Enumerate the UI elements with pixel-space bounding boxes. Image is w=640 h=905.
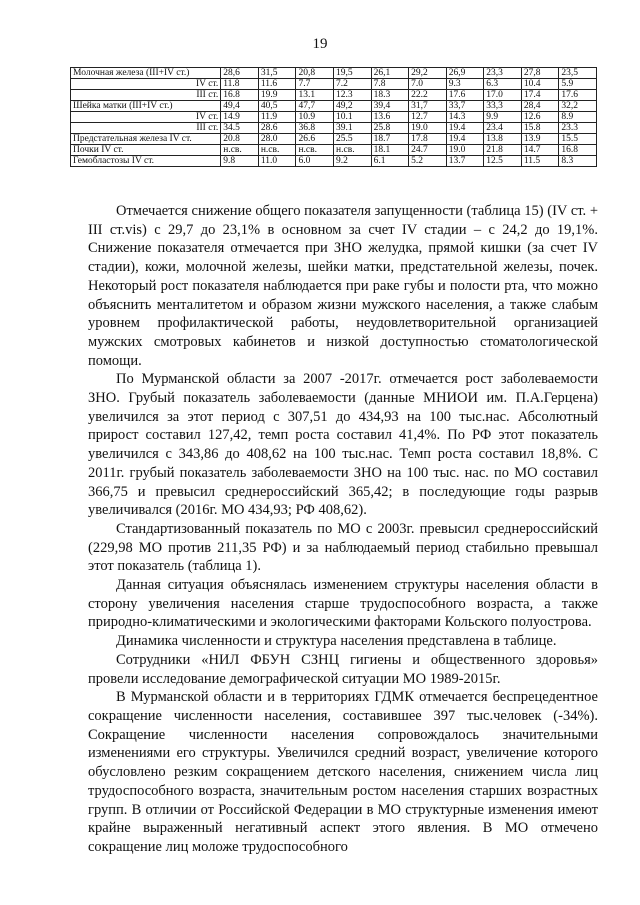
table-cell: 13.9 <box>521 134 559 145</box>
paragraph: Динамика численности и структура населения представлена в таблице. <box>116 633 557 650</box>
table-cell: 31,5 <box>258 68 296 79</box>
table-row <box>71 123 597 134</box>
table-cell: 18.1 <box>371 145 409 156</box>
table-row <box>71 90 597 101</box>
table-cell: 17.6 <box>559 90 597 101</box>
table-cell: 20,8 <box>296 68 334 79</box>
table-cell: 18.3 <box>371 90 409 101</box>
table-cell: н.св. <box>258 145 296 156</box>
table-cell: 20.8 <box>221 134 259 145</box>
row-label: III ст. <box>71 90 221 101</box>
table-cell: 28,4 <box>521 101 559 112</box>
table-cell: 47,7 <box>296 101 334 112</box>
table-row <box>71 156 597 167</box>
table-cell: 13.1 <box>296 90 334 101</box>
row-label: IV ст. <box>71 79 221 90</box>
table-cell: 27,8 <box>521 68 559 79</box>
table-cell: н.св. <box>221 145 259 156</box>
table-cell: 25.8 <box>371 123 409 134</box>
table-cell: 14.7 <box>521 145 559 156</box>
table-cell: 9.3 <box>446 79 484 90</box>
stage-data-table <box>70 67 597 167</box>
table-cell: 13.8 <box>484 134 522 145</box>
row-label: IV ст. <box>71 112 221 123</box>
table-cell: 49,2 <box>334 101 372 112</box>
table-cell: 19.0 <box>409 123 447 134</box>
table-cell: 9.8 <box>221 156 259 167</box>
table-cell: н.св. <box>296 145 334 156</box>
page-number: 19 <box>312 36 328 52</box>
row-label: Предстательная железа IV ст. <box>71 134 221 145</box>
table-cell: 12.5 <box>484 156 522 167</box>
table-cell: 23.3 <box>559 123 597 134</box>
paragraph: Сотрудники «НИЛ ФБУН СЗНЦ гигиены и общественного здоровья» провели исследование демографической ситуации МО 1989-2015г. <box>88 651 598 687</box>
table-cell: 29,2 <box>409 68 447 79</box>
paragraph: Данная ситуация объяснялась изменением структуры населения области в сторону увеличения населения старше трудоспособного возраста, а также природно-климатическими и экологическими факторами Кольского полуострова. <box>88 577 598 631</box>
table-cell: 19.4 <box>446 134 484 145</box>
table-cell: н.св. <box>334 145 372 156</box>
body-text <box>88 202 598 857</box>
row-label: Гемобластозы IV ст. <box>71 156 221 167</box>
table-cell: 11.9 <box>258 112 296 123</box>
paragraph: Отмечается снижение общего показателя запущенности (таблица 15) (IV ст. + III ст.vis) с 29,7 до 23,1% в основном за счет IV стадии – с 24,2 до 19,1%. Снижение показателя отмечается при ЗНО желудка, прямой кишки (за счет IV стадии), кожи, молочной железы, шейки матки, предстательной железы, почек. Некоторый рост показателя наблюдается при раке губы и полости рта, что можно объяснить менталитетом и образом жизни мужского населения, а также слабым уровнем профилактической работы, неудовлетворительной организацией мужских смотровых кабинетов и низкой доступностью стоматологической помощи. <box>88 203 598 369</box>
table-cell: 13.6 <box>371 112 409 123</box>
table-cell: 39.1 <box>334 123 372 134</box>
table-cell: 17.4 <box>521 90 559 101</box>
table-cell: 11.5 <box>521 156 559 167</box>
table-cell: 8.3 <box>559 156 597 167</box>
table-cell: 16.8 <box>221 90 259 101</box>
table-cell: 11.8 <box>221 79 259 90</box>
table-cell: 6.3 <box>484 79 522 90</box>
table-cell: 10.4 <box>521 79 559 90</box>
table-cell: 23.4 <box>484 123 522 134</box>
table-cell: 33,3 <box>484 101 522 112</box>
table-cell: 12.7 <box>409 112 447 123</box>
table-cell: 26.6 <box>296 134 334 145</box>
table-cell: 6.1 <box>371 156 409 167</box>
row-label: Почки IV ст. <box>71 145 221 156</box>
table-cell: 10.1 <box>334 112 372 123</box>
paragraph: В Мурманской области и в территориях ГДМК отмечается беспрецедентное сокращение численности населения, составившее 397 тыс.человек (-34%). Сокращение численности населения сопровождалось значительными изменениями его структуры. Увеличился средний возраст, увеличение которого обусловлено резким сокращением детского населения, снижением числа лиц трудоспособного возраста, значительным ростом населения старших возрастных групп. В отличии от Российской Федерации в МО структурные изменения имеют крайне выраженный негативный аспект этого явления. В МО отмечено сокращение лиц моложе трудоспособного <box>88 689 598 855</box>
table-cell: 25.5 <box>334 134 372 145</box>
table-cell: 19.0 <box>446 145 484 156</box>
table-cell: 7.8 <box>371 79 409 90</box>
row-label: Молочная железа (III+IV ст.) <box>71 68 221 79</box>
table-cell: 10.9 <box>296 112 334 123</box>
table-cell: 39,4 <box>371 101 409 112</box>
table-cell: 6.0 <box>296 156 334 167</box>
table-cell: 17.8 <box>409 134 447 145</box>
table-cell: 12.3 <box>334 90 372 101</box>
table-cell: 23,3 <box>484 68 522 79</box>
table-cell: 17.6 <box>446 90 484 101</box>
table-cell: 24.7 <box>409 145 447 156</box>
table-cell: 5.2 <box>409 156 447 167</box>
row-label: III ст. <box>71 123 221 134</box>
table-cell: 15.5 <box>559 134 597 145</box>
table-cell: 14.3 <box>446 112 484 123</box>
table-cell: 14.9 <box>221 112 259 123</box>
table-cell: 32,2 <box>559 101 597 112</box>
paragraph: Стандартизованный показатель по МО с 2003г. превысил среднероссийский (229,98 МО против 211,35 РФ) и за наблюдаемый период стабильно превышал этот показатель (таблица 1). <box>88 520 598 575</box>
table-cell: 26,9 <box>446 68 484 79</box>
table-cell: 9.2 <box>334 156 372 167</box>
table-cell: 28.6 <box>258 123 296 134</box>
table-row <box>71 112 597 123</box>
table-cell: 40,5 <box>258 101 296 112</box>
table-row <box>71 101 597 112</box>
table-row <box>71 134 597 145</box>
table-cell: 17.0 <box>484 90 522 101</box>
table-cell: 28.0 <box>258 134 296 145</box>
table-cell: 19,5 <box>334 68 372 79</box>
table-cell: 31,7 <box>409 101 447 112</box>
table-cell: 36.8 <box>296 123 334 134</box>
table-cell: 13.7 <box>446 156 484 167</box>
table-cell: 33,7 <box>446 101 484 112</box>
table-cell: 22.2 <box>409 90 447 101</box>
table-cell: 26,1 <box>371 68 409 79</box>
table-cell: 21.8 <box>484 145 522 156</box>
table-cell: 8.9 <box>559 112 597 123</box>
table-cell: 23,5 <box>559 68 597 79</box>
table-row <box>71 68 597 79</box>
table-cell: 19.4 <box>446 123 484 134</box>
table-cell: 34.5 <box>221 123 259 134</box>
table-cell: 5.9 <box>559 79 597 90</box>
table-row <box>71 145 597 156</box>
table-cell: 16.8 <box>559 145 597 156</box>
table-cell: 11.0 <box>258 156 296 167</box>
table-cell: 15.8 <box>521 123 559 134</box>
table-cell: 9.9 <box>484 112 522 123</box>
table-cell: 12.6 <box>521 112 559 123</box>
table-row <box>71 79 597 90</box>
table-cell: 7.0 <box>409 79 447 90</box>
row-label: Шейка матки (III+IV ст.) <box>71 101 221 112</box>
table-cell: 7.7 <box>296 79 334 90</box>
table-cell: 11.6 <box>258 79 296 90</box>
paragraph: По Мурманской области за 2007 -2017г. отмечается рост заболеваемости ЗНО. Грубый показатель заболеваемости (данные МНИОИ им. П.А.Герцена) увеличился за этот период с 307,51 до 434,93 на 100 тыс.нас. Абсолютный прирост составил 127,42, темп роста составил 41,4%. По РФ этот показатель увеличился с 343,86 до 408,62 на 100 тыс.нас. Темп роста составил 18,8%. С 2011г. грубый показатель заболеваемости ЗНО на 100 тыс. нас. по МО составил 366,75 и превысил среднероссийский 365,42; в последующие годы разрыв увеличивался (2016г. МО 434,93; РФ 408,62). <box>88 371 598 519</box>
table-cell: 19.9 <box>258 90 296 101</box>
table-cell: 28,6 <box>221 68 259 79</box>
table-cell: 18.7 <box>371 134 409 145</box>
table-cell: 49,4 <box>221 101 259 112</box>
table-cell: 7.2 <box>334 79 372 90</box>
